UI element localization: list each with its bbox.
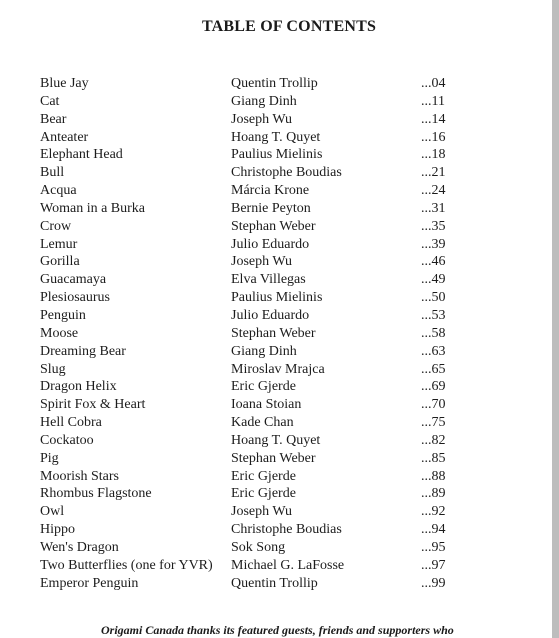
toc-model-name: Plesiosaurus bbox=[40, 290, 110, 306]
toc-model-name: Cat bbox=[40, 93, 60, 109]
toc-model-name: Penguin bbox=[40, 307, 86, 323]
toc-page-number: ...21 bbox=[421, 165, 446, 181]
toc-model-name: Gorilla bbox=[40, 254, 80, 270]
toc-designer-name: Giang Dinh bbox=[231, 343, 297, 359]
toc-designer-name: Miroslav Mrajca bbox=[231, 361, 325, 377]
toc-page-number: ...65 bbox=[421, 361, 446, 377]
toc-model-name: Spirit Fox & Heart bbox=[40, 397, 146, 413]
toc-model-name: Pig bbox=[40, 450, 59, 466]
toc-model-name: Moorish Stars bbox=[40, 468, 119, 484]
toc-designer-name: Joseph Wu bbox=[231, 254, 293, 270]
table-of-contents bbox=[40, 75, 460, 592]
toc-row[interactable] bbox=[40, 289, 460, 307]
toc-page-number: ...11 bbox=[421, 93, 445, 109]
toc-row[interactable] bbox=[40, 396, 460, 414]
toc-page-number: ...31 bbox=[421, 200, 446, 216]
toc-model-name: Slug bbox=[40, 361, 66, 377]
toc-row[interactable] bbox=[40, 378, 460, 396]
toc-designer-name: Julio Eduardo bbox=[231, 236, 310, 252]
toc-designer-name: Sok Song bbox=[231, 539, 286, 555]
toc-row[interactable] bbox=[40, 432, 460, 450]
toc-row[interactable] bbox=[40, 218, 460, 236]
toc-page-number: ...85 bbox=[421, 450, 446, 466]
toc-row[interactable] bbox=[40, 111, 460, 129]
toc-page-number: ...14 bbox=[421, 111, 446, 127]
toc-designer-name: Hoang T. Quyet bbox=[231, 129, 321, 145]
toc-model-name: Woman in a Burka bbox=[40, 200, 146, 216]
toc-model-name: Emperor Penguin bbox=[40, 575, 139, 591]
toc-designer-name: Joseph Wu bbox=[231, 111, 293, 127]
toc-designer-name: Hoang T. Quyet bbox=[231, 432, 321, 448]
footer-text: Origami Canada thanks its featured guests, friends and supporters who bbox=[101, 623, 454, 637]
toc-designer-name: Eric Gjerde bbox=[231, 486, 296, 502]
toc-row[interactable] bbox=[40, 343, 460, 361]
toc-designer-name: Kade Chan bbox=[231, 415, 294, 431]
toc-designer-name: Elva Villegas bbox=[231, 272, 306, 288]
toc-page-number: ...70 bbox=[421, 397, 446, 413]
toc-row[interactable] bbox=[40, 182, 460, 200]
toc-model-name: Dreaming Bear bbox=[40, 343, 126, 359]
toc-row[interactable] bbox=[40, 200, 460, 218]
toc-page-number: ...50 bbox=[421, 290, 446, 306]
toc-designer-name: Stephan Weber bbox=[231, 325, 316, 341]
toc-page-number: ...04 bbox=[421, 76, 446, 91]
toc-row[interactable] bbox=[40, 129, 460, 147]
toc-model-name: Wen's Dragon bbox=[40, 539, 119, 555]
toc-designer-name: Ioana Stoian bbox=[231, 397, 302, 413]
toc-designer-name: Michael G. LaFosse bbox=[231, 557, 345, 573]
toc-model-name: Crow bbox=[40, 218, 72, 234]
toc-designer-name: Quentin Trollip bbox=[231, 575, 318, 591]
toc-page-number: ...35 bbox=[421, 218, 446, 234]
toc-row[interactable] bbox=[40, 93, 460, 111]
page-edge-shadow bbox=[552, 0, 559, 638]
toc-designer-name: Christophe Boudias bbox=[231, 522, 342, 538]
toc-row[interactable] bbox=[40, 414, 460, 432]
toc-page-number: ...69 bbox=[421, 379, 446, 395]
toc-page-number: ...53 bbox=[421, 307, 446, 323]
toc-row[interactable] bbox=[40, 503, 460, 521]
toc-row[interactable] bbox=[40, 146, 460, 164]
toc-row[interactable] bbox=[40, 271, 460, 289]
toc-page-number: ...49 bbox=[421, 272, 446, 288]
toc-page-number: ...75 bbox=[421, 415, 446, 431]
toc-page-number: ...89 bbox=[421, 486, 446, 502]
toc-model-name: Elephant Head bbox=[40, 147, 123, 163]
toc-row[interactable] bbox=[40, 307, 460, 325]
toc-row[interactable] bbox=[40, 75, 460, 93]
toc-designer-name: Paulius Mielinis bbox=[231, 147, 323, 163]
toc-model-name: Blue Jay bbox=[40, 76, 89, 91]
toc-model-name: Guacamaya bbox=[40, 272, 107, 288]
toc-model-name: Moose bbox=[40, 325, 79, 341]
toc-model-name: Owl bbox=[40, 504, 65, 520]
toc-designer-name: Eric Gjerde bbox=[231, 468, 296, 484]
toc-page-number: ...58 bbox=[421, 325, 446, 341]
toc-page-number: ...82 bbox=[421, 432, 446, 448]
toc-model-name: Dragon Helix bbox=[40, 379, 117, 395]
toc-row[interactable] bbox=[40, 325, 460, 343]
toc-page-number: ...46 bbox=[421, 254, 446, 270]
toc-row[interactable] bbox=[40, 450, 460, 468]
toc-row[interactable] bbox=[40, 485, 460, 503]
toc-model-name: Hell Cobra bbox=[40, 415, 102, 431]
toc-row[interactable] bbox=[40, 557, 460, 575]
toc-designer-name: Julio Eduardo bbox=[231, 307, 310, 323]
toc-designer-name: Márcia Krone bbox=[231, 183, 310, 199]
toc-designer-name: Giang Dinh bbox=[231, 93, 297, 109]
toc-model-name: Two Butterflies (one for YVR) bbox=[40, 557, 213, 573]
toc-model-name: Bear bbox=[40, 111, 67, 127]
toc-row[interactable] bbox=[40, 361, 460, 379]
toc-designer-name: Stephan Weber bbox=[231, 218, 316, 234]
toc-model-name: Cockatoo bbox=[40, 432, 94, 448]
toc-page-number: ...94 bbox=[421, 522, 446, 538]
toc-page-number: ...88 bbox=[421, 468, 446, 484]
toc-page-number: ...39 bbox=[421, 236, 446, 252]
toc-row[interactable] bbox=[40, 164, 460, 182]
toc-designer-name: Quentin Trollip bbox=[231, 76, 318, 91]
toc-model-name: Hippo bbox=[40, 522, 75, 538]
toc-model-name: Anteater bbox=[40, 129, 89, 145]
toc-model-name: Lemur bbox=[40, 236, 78, 252]
toc-row[interactable] bbox=[40, 253, 460, 271]
toc-page-number: ...24 bbox=[421, 183, 446, 199]
toc-page-number: ...99 bbox=[421, 575, 446, 591]
toc-page-number: ...16 bbox=[421, 129, 446, 145]
toc-row[interactable] bbox=[40, 575, 460, 593]
toc-row[interactable] bbox=[40, 468, 460, 486]
toc-designer-name: Bernie Peyton bbox=[231, 200, 311, 216]
toc-row[interactable] bbox=[40, 539, 460, 557]
page-title: TABLE OF CONTENTS bbox=[201, 18, 377, 35]
toc-row[interactable] bbox=[40, 521, 460, 539]
toc-page-number: ...92 bbox=[421, 504, 446, 520]
toc-model-name: Acqua bbox=[40, 183, 77, 199]
toc-model-name: Rhombus Flagstone bbox=[40, 486, 152, 502]
toc-page-number: ...18 bbox=[421, 147, 446, 163]
toc-designer-name: Paulius Mielinis bbox=[231, 290, 323, 306]
toc-model-name: Bull bbox=[40, 165, 65, 181]
toc-designer-name: Christophe Boudias bbox=[231, 165, 342, 181]
toc-designer-name: Joseph Wu bbox=[231, 504, 293, 520]
toc-designer-name: Stephan Weber bbox=[231, 450, 316, 466]
toc-page-number: ...63 bbox=[421, 343, 446, 359]
toc-row[interactable] bbox=[40, 236, 460, 254]
toc-designer-name: Eric Gjerde bbox=[231, 379, 296, 395]
toc-page-number: ...97 bbox=[421, 557, 446, 573]
toc-page-number: ...95 bbox=[421, 539, 446, 555]
